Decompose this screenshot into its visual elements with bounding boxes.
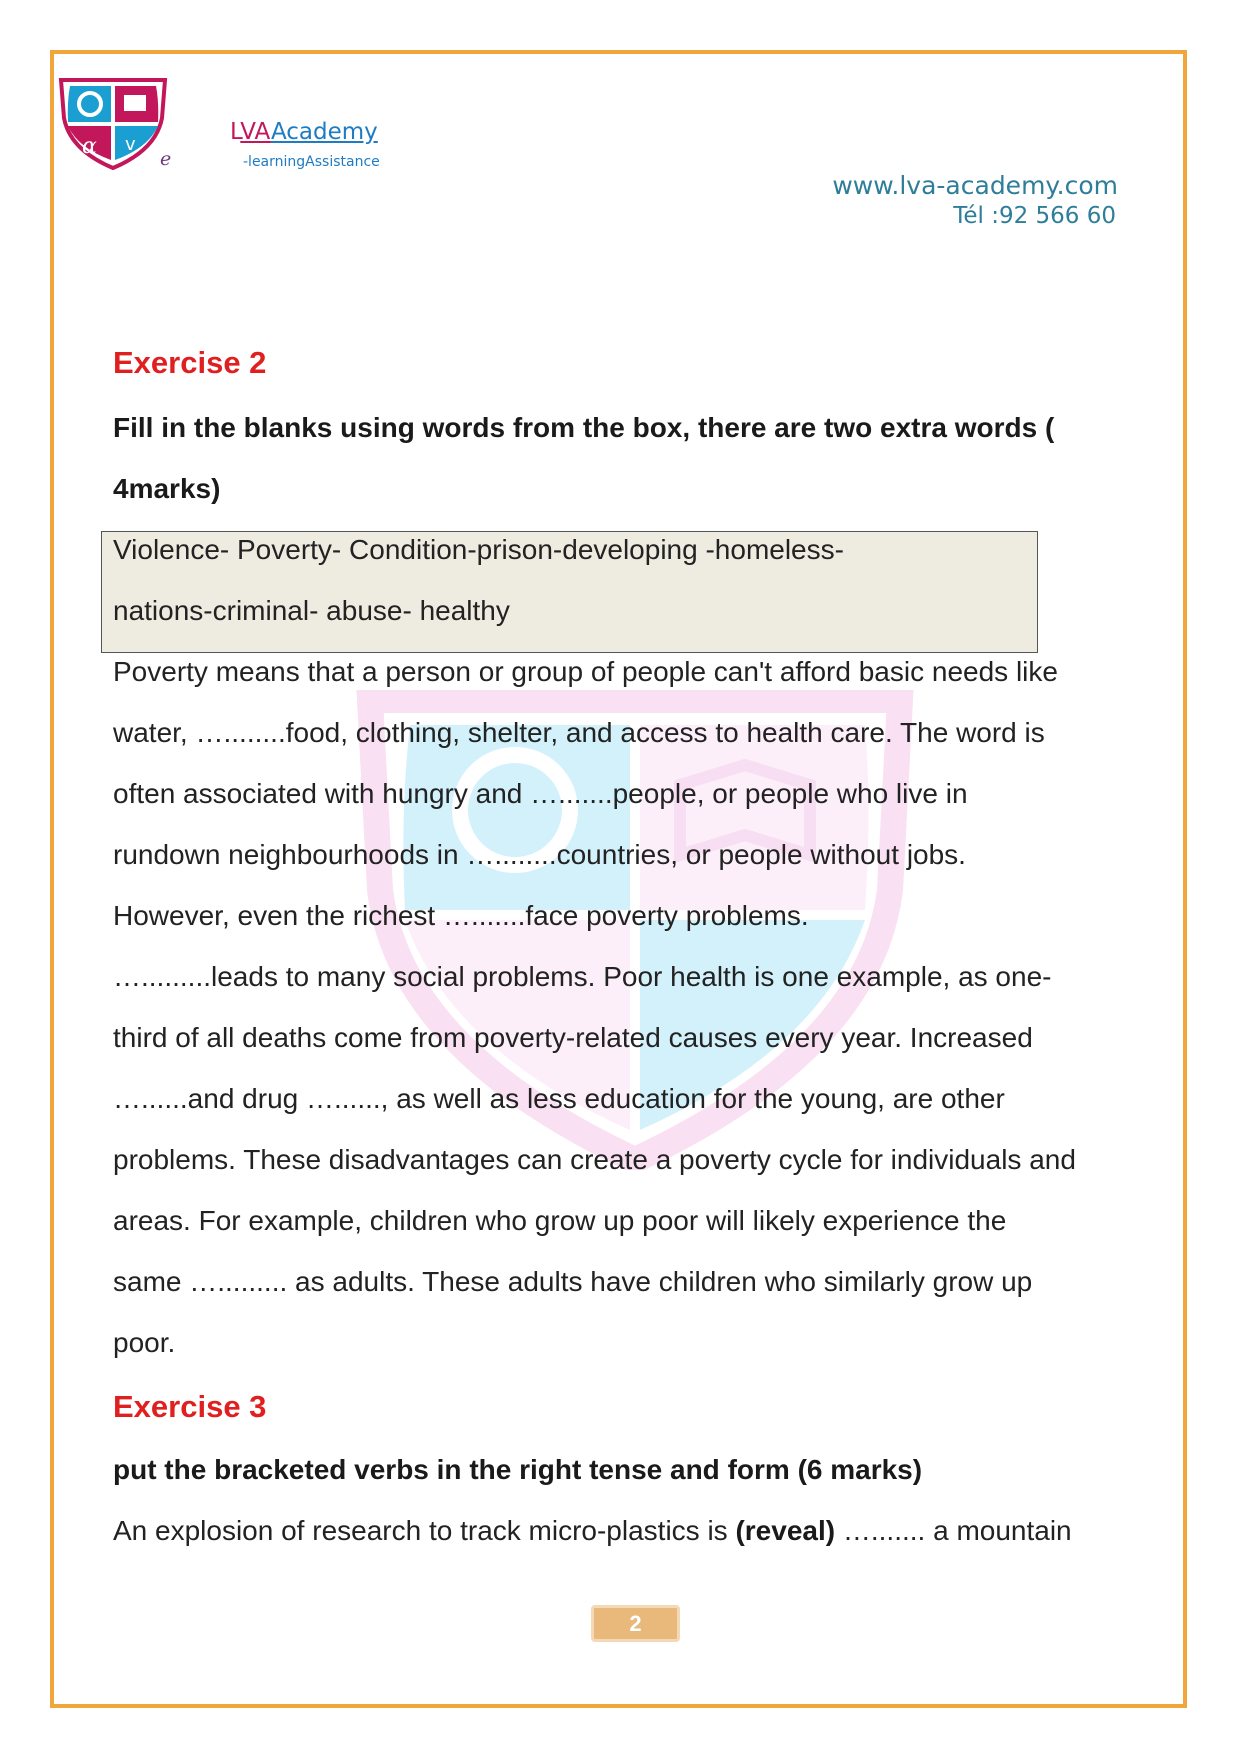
passage-line: rundown neighbourhoods in …........countries, or people without jobs. xyxy=(113,839,966,870)
passage-line: However, even the richest ….......face poverty problems. xyxy=(113,900,809,931)
svg-text:α: α xyxy=(82,134,97,159)
exercise-3-bracketed-verb: (reveal) xyxy=(735,1515,836,1546)
exercise-2-instruction-line-1: Fill in the blanks using words from the box, there are two extra words ( xyxy=(113,412,1055,443)
word-box-line-2: nations-criminal- abuse- healthy xyxy=(113,595,510,626)
brand-letters-va: VA xyxy=(240,119,271,145)
phone-number: Tél :92 566 60 xyxy=(953,203,1116,229)
passage-line: water, …........food, clothing, shelter, and access to health care. The word is xyxy=(113,717,1045,748)
exercise-3-sentence-start: An explosion of research to track micro-plastics is xyxy=(113,1515,736,1546)
website-link[interactable]: www.lva-academy.com xyxy=(832,171,1118,200)
exercise-3-sentence-end: …....... a mountain xyxy=(835,1515,1072,1546)
brand-academy: Academy xyxy=(270,119,378,145)
exercise-3-sentence xyxy=(113,1515,1072,1547)
brand-letter-l: L xyxy=(230,119,241,145)
brand-name xyxy=(230,119,378,145)
exercise-2-title: Exercise 2 xyxy=(113,345,267,380)
passage-line: often associated with hungry and ….......people, or people who live in xyxy=(113,778,968,809)
passage-line: …......and drug …......, as well as less education for the young, are other xyxy=(113,1083,1005,1114)
passage-line: same …......... as adults. These adults have children who similarly grow up xyxy=(113,1266,1033,1297)
passage-line: problems. These disadvantages can create a poverty cycle for individuals and xyxy=(113,1144,1076,1175)
brand-tagline: -learningAssistance xyxy=(243,154,380,170)
exercise-2-instruction-line-2: 4marks) xyxy=(113,473,221,504)
lva-logo xyxy=(58,78,168,170)
logo-e-letter: e xyxy=(160,148,172,170)
exercise-3-instruction: put the bracketed verbs in the right tense and form (6 marks) xyxy=(113,1454,923,1485)
exercise-3-title: Exercise 3 xyxy=(113,1389,267,1424)
passage-line: Poverty means that a person or group of people can't afford basic needs like xyxy=(113,656,1058,687)
passage-line: third of all deaths come from poverty-related causes every year. Increased xyxy=(113,1022,1033,1053)
passage-line: ….........leads to many social problems. Poor health is one example, as one- xyxy=(113,961,1052,992)
word-box-line-1: Violence- Poverty- Condition-prison-developing -homeless- xyxy=(113,534,844,565)
passage-line: areas. For example, children who grow up poor will likely experience the xyxy=(113,1205,1007,1236)
svg-text:v: v xyxy=(125,134,136,155)
passage-line: poor. xyxy=(113,1327,176,1358)
page-number: 2 xyxy=(591,1605,680,1642)
